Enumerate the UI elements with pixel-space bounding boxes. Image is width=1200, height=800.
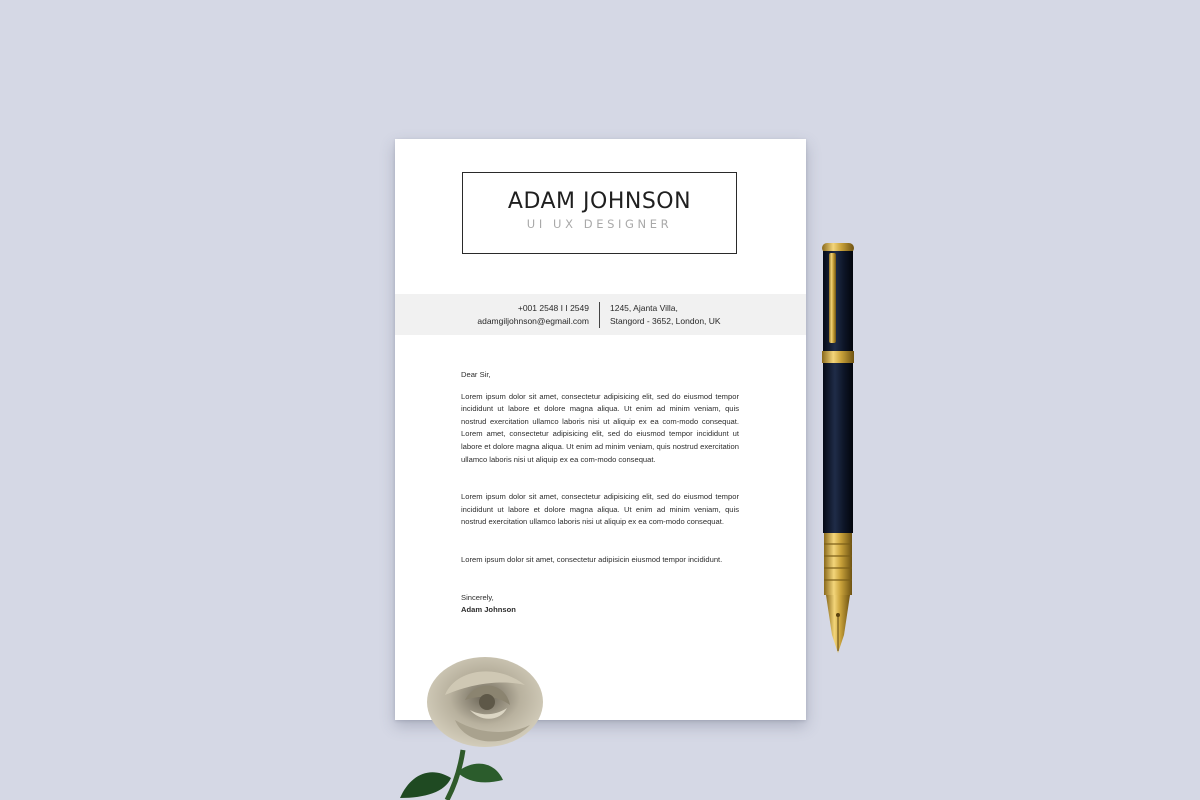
contact-email: adamgiljohnson@egmail.com [477,316,589,326]
salutation: Dear Sir, [461,370,491,379]
contact-phone: +001 2548 I I 2549 [517,303,589,313]
applicant-role: UI UX DESIGNER [526,217,673,231]
signature: Adam Johnson [461,605,516,615]
contact-address [610,302,721,328]
letter-body [461,369,739,617]
contact-phone-email [477,302,589,328]
name-header-box [462,172,737,254]
body-paragraph: Lorem ipsum dolor sit amet, consectetur adipisicing elit, sed do eiusmod tempor incididunt ut labore et dolore magna aliqua. Ut enim ad minim veniam, quis nostrud exercitation ullamco laboris nisi ut aliquip ex ea com-modo consequat. [461,492,739,527]
cover-letter-page [395,139,806,720]
applicant-name: ADAM JOHNSON [507,189,692,214]
rose-icon [385,650,565,800]
closing: Sincerely, [461,592,494,602]
address-line-1: 1245, Ajanta Villa, [610,303,678,313]
contact-divider [599,302,600,328]
fountain-pen-icon [818,243,858,663]
body-paragraph: Lorem ipsum dolor sit amet, consectetur adipisicin eiusmod tempor incididunt. [461,554,723,564]
contact-band [395,294,806,335]
body-paragraph: Lorem ipsum dolor sit amet, consectetur adipisicing elit, sed do eiusmod tempor incididunt ut labore et dolore magna aliqua. Ut enim ad minim veniam, quis nostrud exercitation ullamco laboris nisi ut aliquip ex ea com-modo consequat. Lorem amet, consectetur adipisicing elit, sed do eiusmod tempor incididunt ut labore et dolore magna aliqua. Ut enim ad minim veniam, quis nostrud exercitation ullamco laboris nisi ut aliquip ex ea com-modo consequat. [461,391,739,464]
address-line-2: Stangord - 3652, London, UK [610,316,721,326]
